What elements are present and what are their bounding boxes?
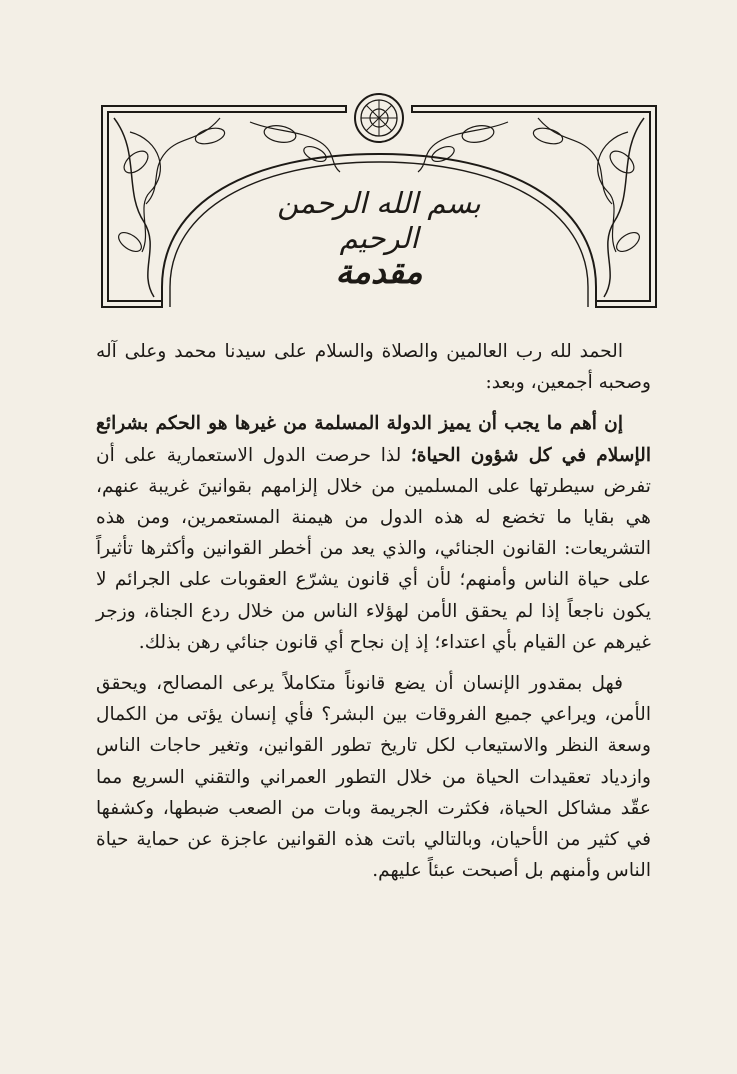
basmala-calligraphy: بسم الله الرحمن الرحيم [277, 186, 481, 255]
body-text [96, 336, 651, 886]
bold-lead-text: إن أهم ما يجب أن يميز الدولة المسلمة من غيرها هو الحكم بشرائع الإسلام في كل شؤون الحياة؛ [96, 413, 651, 466]
chapter-title: مقدمة [335, 252, 423, 291]
paragraph [96, 408, 651, 658]
paragraph-continuation: لذا حرصت الدول الاستعمارية على أن تفرض سيطرتها على المسلمين من خلال إلزامهم بقوانينَ غريبة عنهم، هي بقايا ما تخضع له هذه الدول من هيمنة المستعمرين، ومن هذه التشريعات: القانون الجنائي، والذي يعد من أخطر القوانين وأكثرها تأثيراً على حياة الناس وأمنهم؛ لأن أي قانون يشرّع العقوبات على الجرائم لا يكون ناجعاً إذا لم يحقق الأمن لهؤلاء الناس من خلال ردع الجناة، وزجر غيرهم عن القيام بأي اعتداء؛ إذ إن نجاح أي قانون جنائي رهن بذلك. [96, 444, 651, 653]
paragraph-text: الحمد لله رب العالمين والصلاة والسلام على سيدنا محمد وعلى آله وصحبه أجمعين، وبعد: [96, 341, 651, 394]
paragraph [96, 668, 651, 886]
paragraph-text: فهل بمقدور الإنسان أن يضع قانوناً متكاملاً يرعى المصالح، ويحقق الأمن، ويراعي جميع الفروقات بين البشر؟ فأي إنسان يؤتى من الكمال وسعة النظر والاستيعاب لكل تاريخ تطور القوانين، وتغير حاجات الناس وازدياد تعقيدات الحياة من خلال التطور العمراني والتقني السريع مما عقّد مشاكل الحياة، فكثرت الجريمة وبات من الصعب ضبطها، وكشفها في كثير من الأحيان، وبالتالي باتت هذه القوانين عاجزة عن حماية حياة الناس وأمنهم بل أصبحت عبئاً عليهم. [96, 673, 651, 882]
paragraph [96, 336, 651, 398]
paragraph-text [96, 408, 651, 658]
